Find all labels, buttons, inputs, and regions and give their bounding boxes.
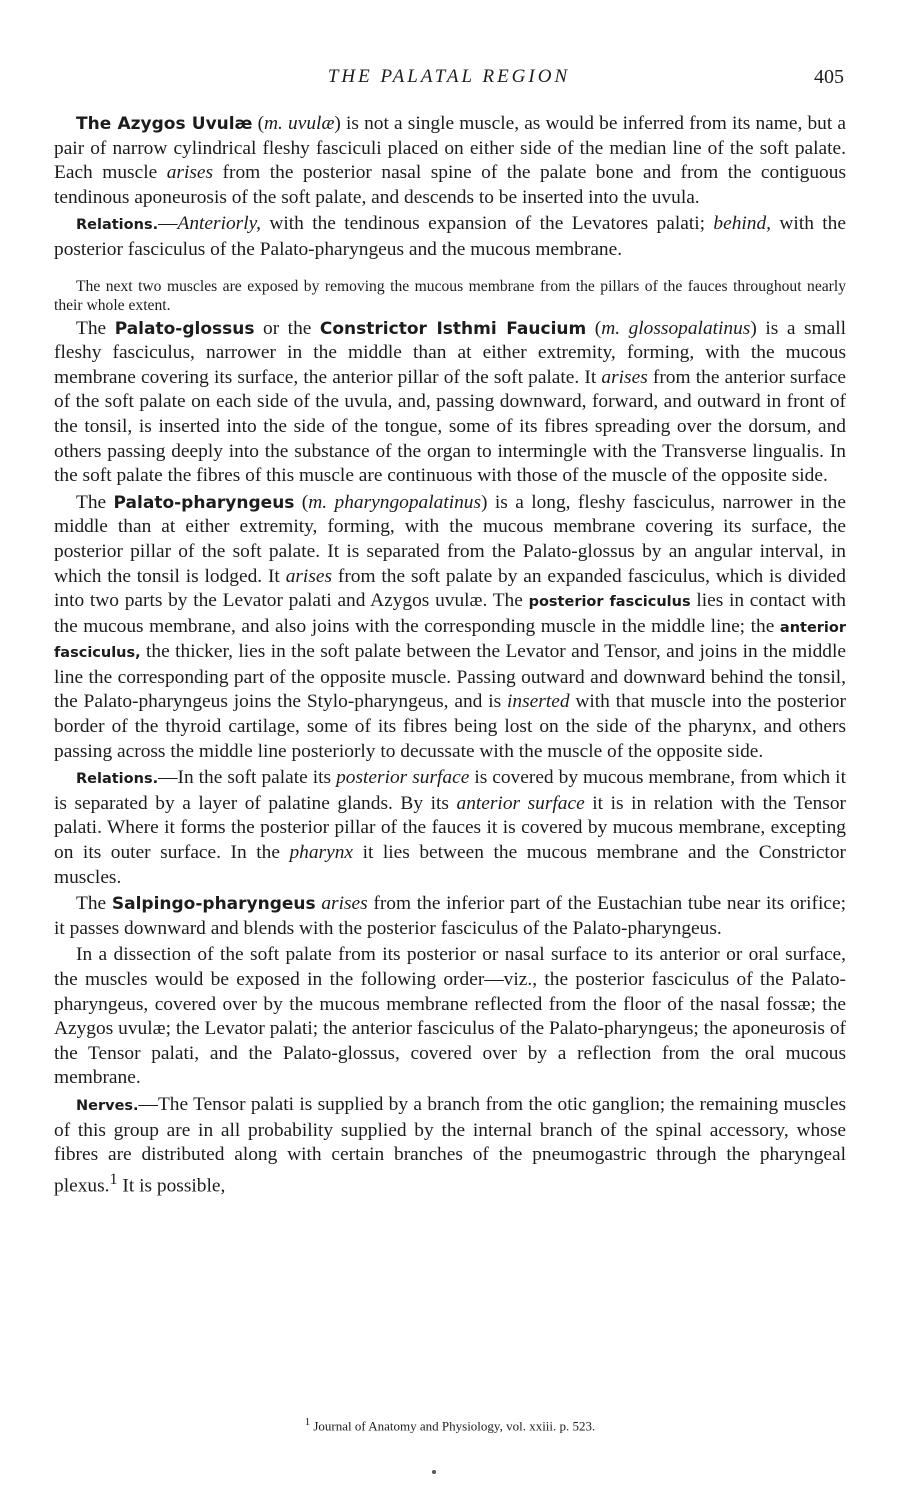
text-run: with that muscle into the posterior border of the thyroid cartilage, some of its fibres being lost on the side of the pharynx, and others passing across the middle line posteriorly to decussate with the muscle of the opposite side. xyxy=(54,691,846,762)
footnote-marker: 1 xyxy=(304,1416,311,1428)
side-heading-relations: Relations. xyxy=(76,771,159,788)
footnote xyxy=(0,1416,900,1434)
page-header xyxy=(54,62,844,92)
emphasis-behind: behind, xyxy=(713,213,772,235)
footnote-reference[interactable]: 1 xyxy=(109,1170,118,1188)
text-run: the thicker, lies in the soft palate between the Levator and Tensor, and joins in the middle line the corresponding part of the opposite muscle. Passing outward and downward behind the tonsil, the Palato-pharyngeus joins the Stylo-pharyngeus, and is xyxy=(54,641,846,713)
term-palato-glossus: Palato-glossus xyxy=(114,318,255,339)
emphasis-inserted: inserted xyxy=(507,691,570,713)
text-run: it lies between the mucous membrane and the Constrictor muscles. xyxy=(54,842,846,888)
text-run: or the xyxy=(263,317,312,339)
emphasis-arises: arises xyxy=(285,565,333,587)
paragraph-palato-pharyngeus: The Palato-pharyngeus (m. pharyngopalatinus) is a long, fleshy fasciculus, narrower in the middle than at either extremity, forming, with the mucous membrane covering its surface, the posterior pillar of the soft palate. It is separated from the Palato-glossus by an angular interval, in which the tonsil is lodged. It arises from the soft palate by an expanded fasciculus, which is divided into two parts by the Levator palati and Azygos uvulæ. The posterior fasciculus lies in contact with the mucous membrane, and also joins with the corresponding muscle in the middle line; the anterior fasciculus, the thicker, lies in the soft palate between the Levator and Tensor, and joins in the middle line the corresponding part of the opposite muscle. Passing outward and downward behind the tonsil, the Palato-pharyngeus joins the Stylo-pharyngeus, and is inserted with that muscle into the posterior border of the thyroid cartilage, some of its fibres being lost on the side of the pharynx, and others passing across the middle line posteriorly to decussate with the muscle of the opposite side. xyxy=(54,491,847,762)
emphasis-anterior-surface: anterior surface xyxy=(456,792,585,814)
print-speck xyxy=(432,1470,436,1474)
text-run: The xyxy=(76,491,107,513)
text-run: from the soft palate by an expanded fasciculus, which is divided into two parts by the Levator palati and Azygos uvulæ. The xyxy=(54,565,846,612)
paragraph-nerves xyxy=(54,1093,846,1199)
footnote-text: Journal of Anatomy and Physiology, vol. xxiii. p. 523. xyxy=(313,1418,596,1434)
term-constrictor-isthmi-faucium: Constrictor Isthmi Faucium xyxy=(319,318,587,339)
text-run: is not a single muscle, as would be inferred from its name, but a pair of narrow cylindrical fleshy fasciculi placed on either side of the median line of the soft palate. Each muscle xyxy=(54,113,846,184)
paragraph-relations-azygos: Relations.—Anteriorly, with the tendinous expansion of the Levatores palati; behind, with the posterior fasciculus of the Palato-pharyngeus and the mucous membrane. xyxy=(54,213,846,260)
text-run: it is in relation with the Tensor palati. Where it forms the posterior pillar of the fauces it is covered by mucous membrane, excepting on its outer surface. In the xyxy=(54,792,847,864)
page-number: 405 xyxy=(814,66,844,88)
body-text xyxy=(54,112,846,1199)
paragraph-relations-palato-pharyngeus xyxy=(54,766,846,890)
text-run: —The Tensor palati is supplied by a branch from the otic ganglion; the remaining muscles of this group are in all probability supplied by the internal branch of the spinal accessory, whose fibres are distributed along with certain branches of the pneumogastric through the pharyngeal plexus. xyxy=(54,1093,846,1197)
small-print-note: The next two muscles are exposed by removing the mucous membrane from the pillars of the fauces throughout nearly their whole extent. xyxy=(54,277,846,314)
running-title: THE PALATAL REGION xyxy=(327,66,571,87)
term-anterior-fasciculus: anterior fasciculus, xyxy=(54,619,847,662)
term-posterior-fasciculus: posterior fasciculus xyxy=(528,594,691,611)
paragraph-palato-glossus: The Palato-glossus or the Constrictor Isthmi Faucium (m. glossopalatinus) is a small fleshy fasciculus, narrower in the middle than at either extremity, forming, with the mucous membrane covering its surface, the anterior pillar of the soft palate. It arises from the anterior surface of the soft palate on each side of the uvula, and, passing downward, forward, and outward in front of the tonsil, is inserted into the side of the tongue, some of its fibres spreading over the dorsum, and others passing deeply into the substance of the organ to intermingle with the Transverse lingualis. In the soft palate the fibres of this muscle are continuous with those of the muscle of the opposite side. xyxy=(54,317,846,487)
paragraph-azygos-uvulae: The Azygos Uvulæ (m. uvulæ) is not a single muscle, as would be inferred from its name, but a pair of narrow cylindrical fleshy fasciculi placed on either side of the median line of the soft palate. Each muscle arises from the posterior nasal spine of the palate bone and from the contiguous tendinous aponeurosis of the soft palate, and descends to be inserted into the uvula. xyxy=(54,113,846,208)
paragraph-salpingo-pharyngeus xyxy=(54,892,846,941)
emphasis-arises: arises xyxy=(601,366,648,388)
latin-name: m. pharyngopalatinus xyxy=(308,491,482,513)
text-run: is covered by mucous membrane, from which it is separated by a layer of palatine glands. By its xyxy=(54,767,846,814)
term-azygos-uvulae: The Azygos Uvulæ xyxy=(76,114,253,134)
text-run: from the inferior part of the Eustachian tube near its orifice; it passes downward and blends with the posterior fasciculus of the Palato-pharyngeus. xyxy=(54,893,846,939)
text-run: with the posterior fasciculus of the Palato-pharyngeus and the mucous membrane. xyxy=(54,213,846,260)
latin-name: m. uvulæ xyxy=(264,113,335,134)
emphasis-posterior-surface: posterior surface xyxy=(336,767,470,789)
text-run: is a long, fleshy fasciculus, narrower in the middle than at either extremity, forming, with the mucous membrane covering its surface, the posterior pillar of the soft palate. It is separated from the Palato-glossus by an angular interval, in which the tonsil is lodged. It xyxy=(54,491,846,587)
emphasis-pharynx: pharynx xyxy=(289,842,354,864)
text-run: The xyxy=(76,893,107,915)
side-heading-relations: Relations. xyxy=(76,217,159,234)
text-run: from the anterior surface of the soft palate on each side of the uvula, and, passing downward, forward, and outward in front of the tonsil, is inserted into the side of the tongue, some of its fibres spreading over the dorsum, and others passing deeply into the substance of the organ to intermingle with the Transverse lingualis. In the soft palate the fibres of this muscle are continuous with those of the muscle of the opposite side. xyxy=(54,366,846,487)
latin-name: m. glossopalatinus xyxy=(601,317,751,339)
term-salpingo-pharyngeus: Salpingo-pharyngeus xyxy=(111,894,316,915)
emphasis-arises: arises xyxy=(166,162,214,184)
emphasis-arises: arises xyxy=(321,893,368,915)
text-run: It is possible, xyxy=(122,1175,226,1197)
text-run: is a small fleshy fasciculus, narrower in the middle than at either extremity, forming, with the mucous membrane covering its surface, the anterior pillar of the soft palate. It xyxy=(54,317,846,388)
text-run: lies in contact with the mucous membrane, and also joins with the corresponding muscle in the middle line; the xyxy=(54,590,846,637)
term-palato-pharyngeus: Palato-pharyngeus xyxy=(113,492,295,513)
side-heading-nerves: Nerves. xyxy=(76,1097,139,1114)
text-run: with the tendinous expansion of the Levatores palati; xyxy=(269,213,706,235)
text-run: The xyxy=(76,317,107,339)
text-run: from the posterior nasal spine of the palate bone and from the contiguous tendinous aponeurosis of the soft palate, and descends to be inserted into the uvula. xyxy=(54,162,846,208)
paragraph-dissection-order: In a dissection of the soft palate from its posterior or nasal surface to its anterior or oral surface, the muscles would be exposed in the following order—viz., the posterior fasciculus of the Palato-pharyngeus, covered over by the mucous membrane reflected from the floor of the nasal fossæ; the Azygos uvulæ; the Levator palati; the anterior fasciculus of the Palato-pharyngeus; the aponeurosis of the Tensor palati, and the Palato-glossus, covered over by a reflection from the oral mucous membrane. xyxy=(54,944,846,1089)
emphasis-anteriorly: Anteriorly, xyxy=(177,213,261,235)
text-run: —In the soft palate its xyxy=(158,767,332,789)
